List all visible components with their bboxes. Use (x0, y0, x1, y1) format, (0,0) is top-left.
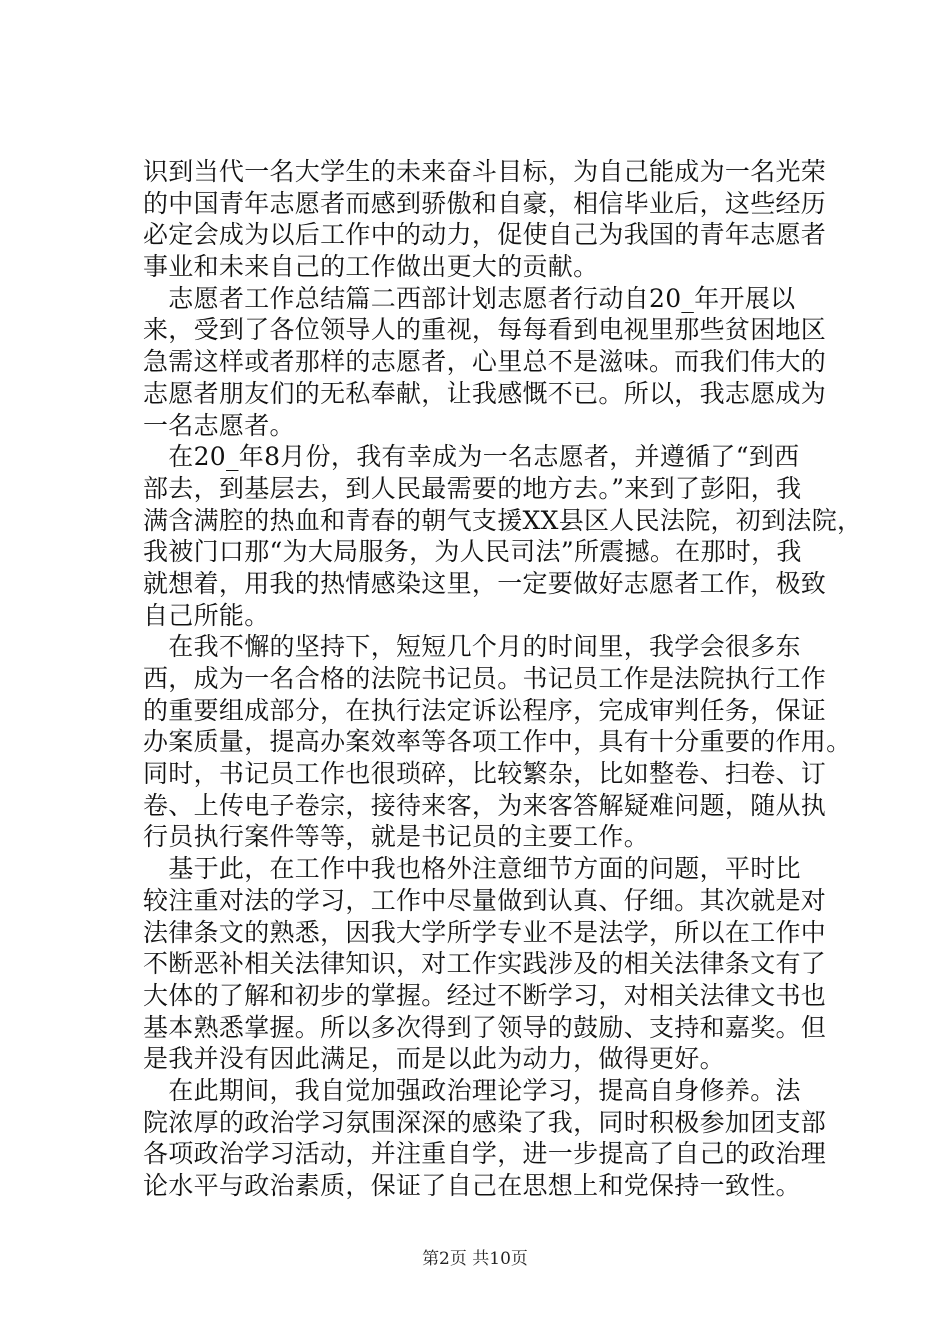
text-line: 西，成为一名合格的法院书记员。书记员工作是法院执行工作 (143, 664, 827, 693)
text-line: 大体的了解和初步的掌握。经过不断学习，对相关法律文书也 (143, 980, 827, 1010)
text-line: 不断恶补相关法律知识，对工作实践涉及的相关法律条文有了 (143, 949, 827, 979)
text-line: 满含满腔的热血和青春的朝气支援XX县区人民法院，初到法院， (143, 505, 863, 535)
text-line: 各项政治学习活动，并注重自学，进一步提高了自己的政治理 (143, 1139, 827, 1169)
text-line: 识到当代一名大学生的未来奋斗目标，为自己能成为一名光荣 (143, 157, 827, 186)
text-line: 自己所能。 (143, 600, 270, 630)
text-line: 行员执行案件等等，就是书记员的主要工作。 (143, 822, 650, 852)
text-line: 基本熟悉掌握。所以多次得到了领导的鼓励、支持和嘉奖。但 (143, 1012, 827, 1042)
text-line: 卷、上传电子卷宗，接待来客，为来客答解疑难问题，随从执 (143, 790, 827, 820)
text-line: 在我不懈的坚持下，短短几个月的时间里，我学会很多东 (143, 632, 801, 662)
text-line: 是我并没有因此满足，而是以此为动力，做得更好。 (143, 1044, 725, 1074)
text-line: 法律条文的熟悉，因我大学所学专业不是法学，所以在工作中 (143, 917, 827, 947)
text-line: 事业和未来自己的工作做出更大的贡献。 (143, 252, 599, 282)
text-line: 在20_年8月份，我有幸成为一名志愿者，并遵循了“到西 (143, 442, 800, 472)
text-line: 志愿者工作总结篇二西部计划志愿者行动自20_年开展以 (143, 283, 796, 313)
text-line: 的重要组成部分，在执行法定诉讼程序，完成审判任务，保证 (143, 695, 827, 725)
text-line: 部去，到基层去，到人民最需要的地方去。”来到了彭阳，我 (143, 473, 802, 503)
text-line: 一名志愿者。 (143, 410, 295, 440)
text-line: 的中国青年志愿者而感到骄傲和自豪，相信毕业后，这些经历 (143, 188, 827, 218)
text-line: 来，受到了各位领导人的重视，每每看到电视里那些贫困地区 (143, 315, 827, 345)
text-line: 较注重对法的学习，工作中尽量做到认真、仔细。其次就是对 (143, 885, 827, 915)
page-number-footer: 第2页 共10页 (422, 1249, 528, 1269)
text-line: 在此期间，我自觉加强政治理论学习，提高自身修养。法 (143, 1075, 801, 1105)
text-line: 办案质量，提高办案效率等各项工作中，具有十分重要的作用。 (143, 727, 852, 757)
text-line: 同时，书记员工作也很琐碎，比较繁杂，比如整卷、扫卷、订 (143, 759, 827, 789)
text-line: 院浓厚的政治学习氛围深深的感染了我，同时积极参加团支部 (143, 1107, 827, 1137)
text-line: 必定会成为以后工作中的动力，促使自己为我国的青年志愿者 (143, 220, 827, 250)
text-line: 志愿者朋友们的无私奉献，让我感慨不已。所以，我志愿成为 (143, 378, 827, 408)
text-line: 就想着，用我的热情感染这里，一定要做好志愿者工作，极致 (143, 568, 827, 598)
document-body (143, 156, 863, 1202)
text-line: 基于此，在工作中我也格外注意细节方面的问题，平时比 (143, 854, 801, 884)
text-line: 论水平与政治素质，保证了自己在思想上和党保持一致性。 (143, 1171, 801, 1200)
text-line: 我被门口那“为大局服务，为人民司法”所震撼。在那时，我 (143, 537, 802, 567)
text-line: 急需这样或者那样的志愿者，心里总不是滋味。而我们伟大的 (143, 347, 827, 377)
